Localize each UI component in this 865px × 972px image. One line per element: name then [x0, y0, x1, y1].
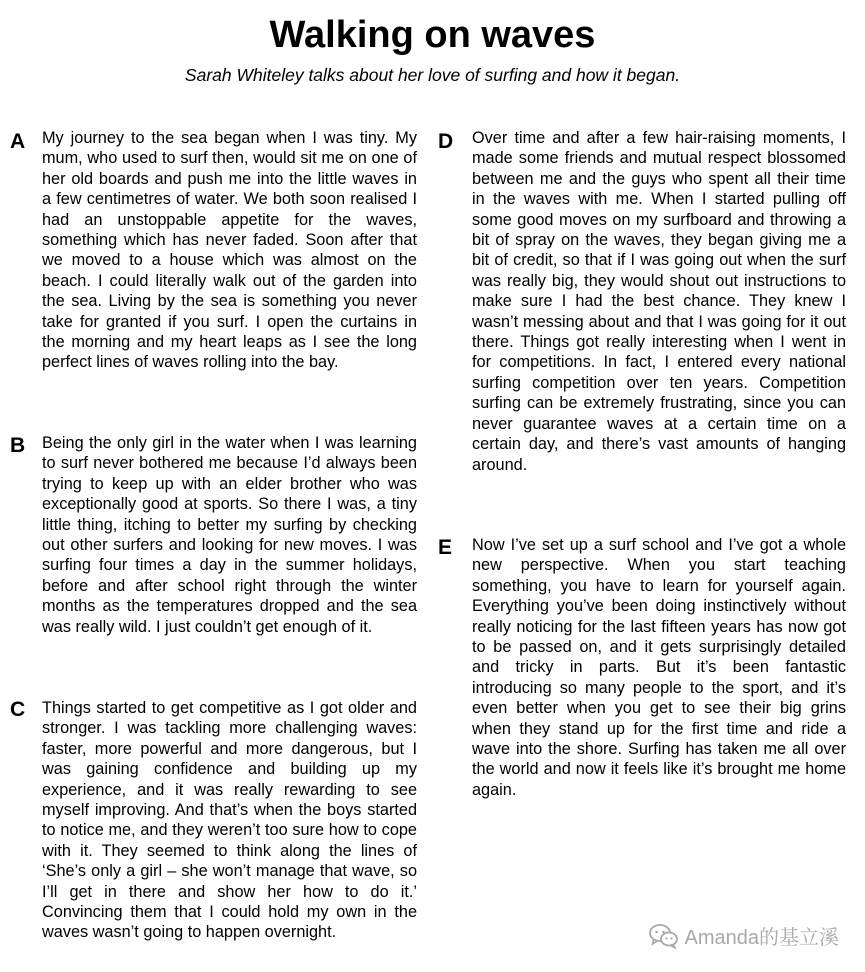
- article-title: Walking on waves: [269, 14, 596, 56]
- watermark: [649, 921, 840, 950]
- article-subtitle: Sarah Whiteley talks about her love of surfing and how it began.: [184, 65, 681, 85]
- section-d-text: Over time and after a few hair-raising moments, I made some friends and mutual respect blossomed between me and the guys who spent all their time in the waves with me. When I started pulling off some good moves on my surfboard and throwing a bit of spray on the waves, they began giving me a bit of credit, so that if I was going out when the surf was really big, they would shout out instructions to make sure I had the best chance. They knew I wasn’t messing about and that I was going for it out there. Things got really interesting when I went in for competitions. In fact, I entered every national surfing competition over ten years. Competition surfing can be extremely frustrating, since you can never guarantee waves at a certain time on a certain day, and there’s vast amounts of hanging around.: [472, 129, 846, 474]
- section-c-letter: C: [10, 698, 26, 721]
- watermark-text: Amanda的基立溪: [684, 927, 839, 949]
- section-e-text: Now I’ve set up a surf school and I’ve got a whole new perspective. When you start teaching something, you have to learn for yourself again. Everything you’ve been doing instinctively without really noticing for the last fifteen years has now got to be passed on, and it gets surprisingly detailed and tricky in parts. But it’s been fantastic introducing so many people to the sport, and it’s even better when you get to see their big grins when they stand up for the first time and ride a wave into the shore. Surfing has taken me all over the world and now it feels like it’s brought me home again.: [472, 536, 846, 799]
- section-c-text: Things started to get competitive as I got older and stronger. I was tackling more challenging waves: faster, more powerful and more dangerous, but I was gaining confidence and building up my experience, and it was really rewarding to see myself improving. And that’s when the boys started to notice me, and they weren’t too sure how to cope with it. They seemed to think along the lines of ‘She’s only a girl – she won’t manage that wave, so I’ll get in there and show her how to do it.’ Convincing them that I could hold my own in the waves wasn’t going to happen overnight.: [42, 699, 417, 942]
- section-a-text: My journey to the sea began when I was tiny. My mum, who used to surf then, would sit me on one of her old boards and push me into the little waves in a few centimetres of water. We both soon realised I had an unstoppable appetite for the waves, something which has never faded. Soon after that we moved to a house which was almost on the beach. I could literally walk out of the garden into the sea. Living by the sea is something you never take for granted if you surf. I open the curtains in the morning and my heart leaps as I see the long perfect lines of waves rolling into the bay.: [42, 129, 417, 372]
- section-a-letter: A: [10, 130, 26, 153]
- section-d-letter: D: [438, 130, 454, 153]
- section-b-text: Being the only girl in the water when I was learning to surf never bothered me because I’d always been trying to keep up with an elder brother who was exceptionally good at sports. So there I was, a tiny little thing, itching to better my surfing by checking out other surfers and looking for new moves. I was surfing four times a day in the summer holidays, before and after school right through the winter months as the temperatures dropped and the sea was really wild. I just couldn’t get enough of it.: [42, 434, 417, 636]
- wechat-icon: [649, 923, 679, 949]
- section-e-letter: E: [438, 536, 453, 559]
- section-b-letter: B: [10, 434, 26, 457]
